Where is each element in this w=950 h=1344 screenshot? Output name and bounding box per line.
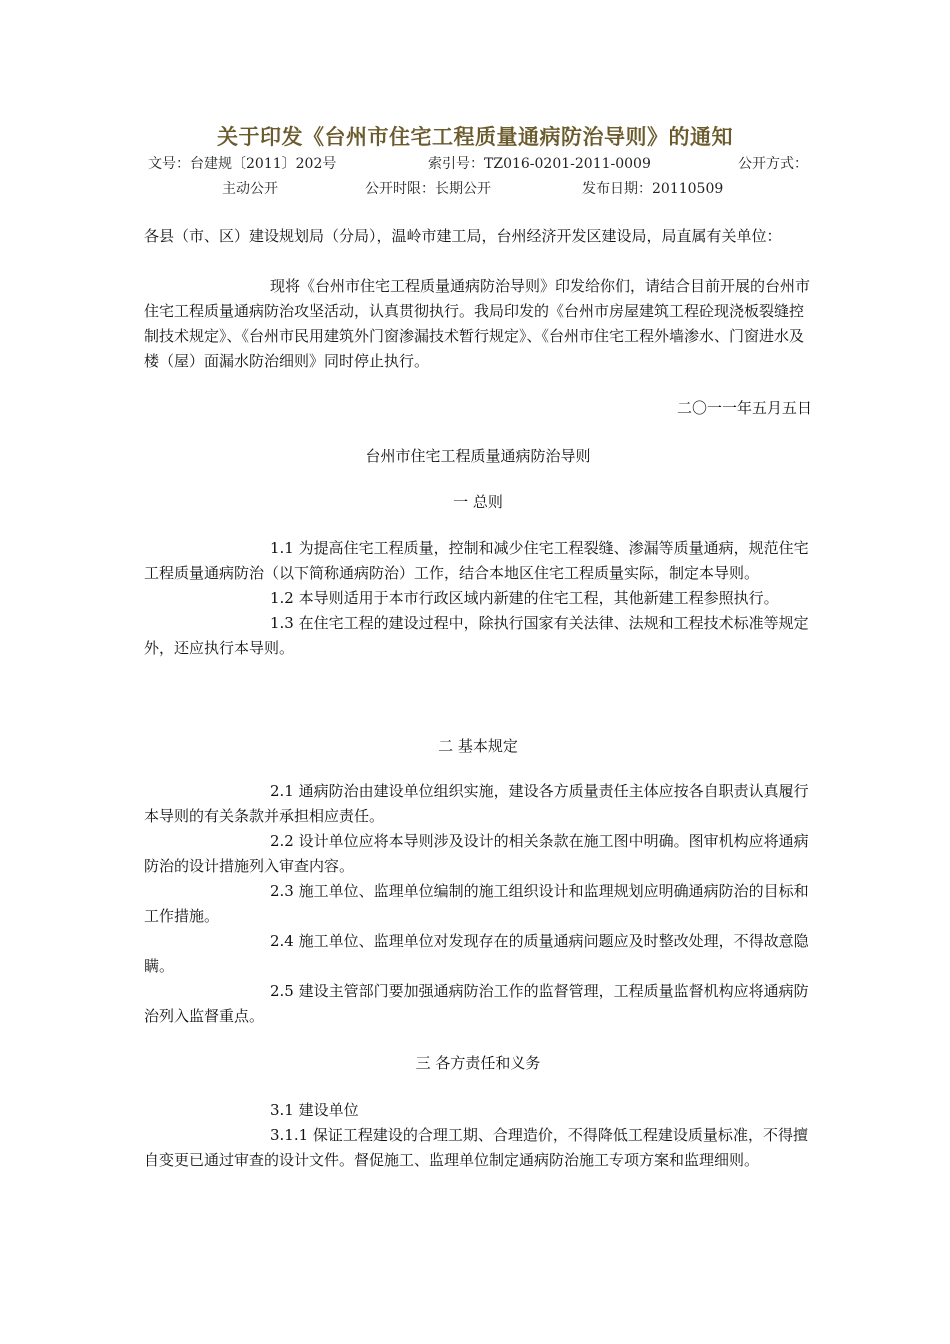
section-2-body [144, 779, 812, 1029]
section-3-body [144, 1098, 812, 1173]
meta-index-no: 索引号：TZ016-0201-2011-0009 [428, 156, 651, 172]
section-heading: 一 总则 [453, 493, 503, 511]
section-heading: 二 基本规定 [438, 737, 518, 755]
section-3-heading [144, 1051, 812, 1076]
meta-disclosure-label: 公开方式： [738, 156, 808, 172]
notice-recipients [144, 224, 812, 249]
paragraph-3-1: 3.1 建设单位 [270, 1101, 359, 1119]
meta-period: 公开时限：长期公开 [365, 181, 491, 197]
section-heading: 三 各方责任和义务 [415, 1054, 541, 1072]
paragraph-2-1: 2.1 通病防治由建设单位组织实施，建设各方质量责任主体应按各自职责认真履行本导则的有关条款并承担相应责任。 [144, 782, 809, 825]
document-title: 关于印发《台州市住宅工程质量通病防治导则》的通知 [217, 125, 733, 149]
section-1-heading [144, 490, 812, 515]
paragraph-2-4: 2.4 施工单位、监理单位对发现存在的质量通病问题应及时整改处理，不得故意隐瞒。 [144, 932, 809, 975]
notice-body-text: 现将《台州市住宅工程质量通病防治导则》印发给你们，请结合目前开展的台州市住宅工程质量通病防治攻坚活动，认真贯彻执行。我局印发的《台州市房屋建筑工程砼现浇板裂缝控制技术规定》、《台州市民用建筑外门窗渗漏技术暂行规定》、《台州市住宅工程外墙渗水、门窗进水及楼（屋）面漏水防治细则》同时停止执行。 [144, 277, 811, 370]
sign-date [144, 396, 812, 421]
paragraph-3-1-1: 3.1.1 保证工程建设的合理工期、合理造价，不得降低工程建设质量标准，不得擅自变更已通过审查的设计文件。督促施工、监理单位制定通病防治施工专项方案和监理细则。 [144, 1126, 808, 1169]
paragraph-1-2: 1.2 本导则适用于本市行政区域内新建的住宅工程，其他新建工程参照执行。 [270, 589, 779, 607]
meta-disclosure-value: 主动公开 [222, 181, 278, 197]
paragraph-1-3: 1.3 在住宅工程的建设过程中，除执行国家有关法律、法规和工程技术标准等规定外，还应执行本导则。 [144, 614, 809, 657]
paragraph-2-3: 2.3 施工单位、监理单位编制的施工组织设计和监理规划应明确通病防治的目标和工作措施。 [144, 882, 809, 925]
guide-title-text: 台州市住宅工程质量通病防治导则 [365, 447, 591, 465]
meta-date: 发布日期：20110509 [582, 181, 724, 197]
paragraph-2-2: 2.2 设计单位应将本导则涉及设计的相关条款在施工图中明确。图审机构应将通病防治的设计措施列入审查内容。 [144, 832, 809, 875]
guide-title [144, 444, 812, 469]
meta-doc-no: 文号：台建规〔2011〕202号 [148, 156, 337, 172]
notice-body [144, 274, 812, 374]
sign-date-text: 二〇一一年五月五日 [676, 399, 812, 417]
recipients-text: 各县（市、区）建设规划局（分局），温岭市建工局，台州经济开发区建设局，局直属有关单位： [144, 227, 782, 245]
paragraph-1-1: 1.1 为提高住宅工程质量，控制和减少住宅工程裂缝、渗漏等质量通病，规范住宅工程质量通病防治（以下简称通病防治）工作，结合本地区住宅工程质量实际，制定本导则。 [144, 539, 809, 582]
section-1-body [144, 536, 812, 661]
section-2-heading [144, 734, 812, 759]
paragraph-2-5: 2.5 建设主管部门要加强通病防治工作的监督管理，工程质量监督机构应将通病防治列入监督重点。 [144, 982, 809, 1025]
